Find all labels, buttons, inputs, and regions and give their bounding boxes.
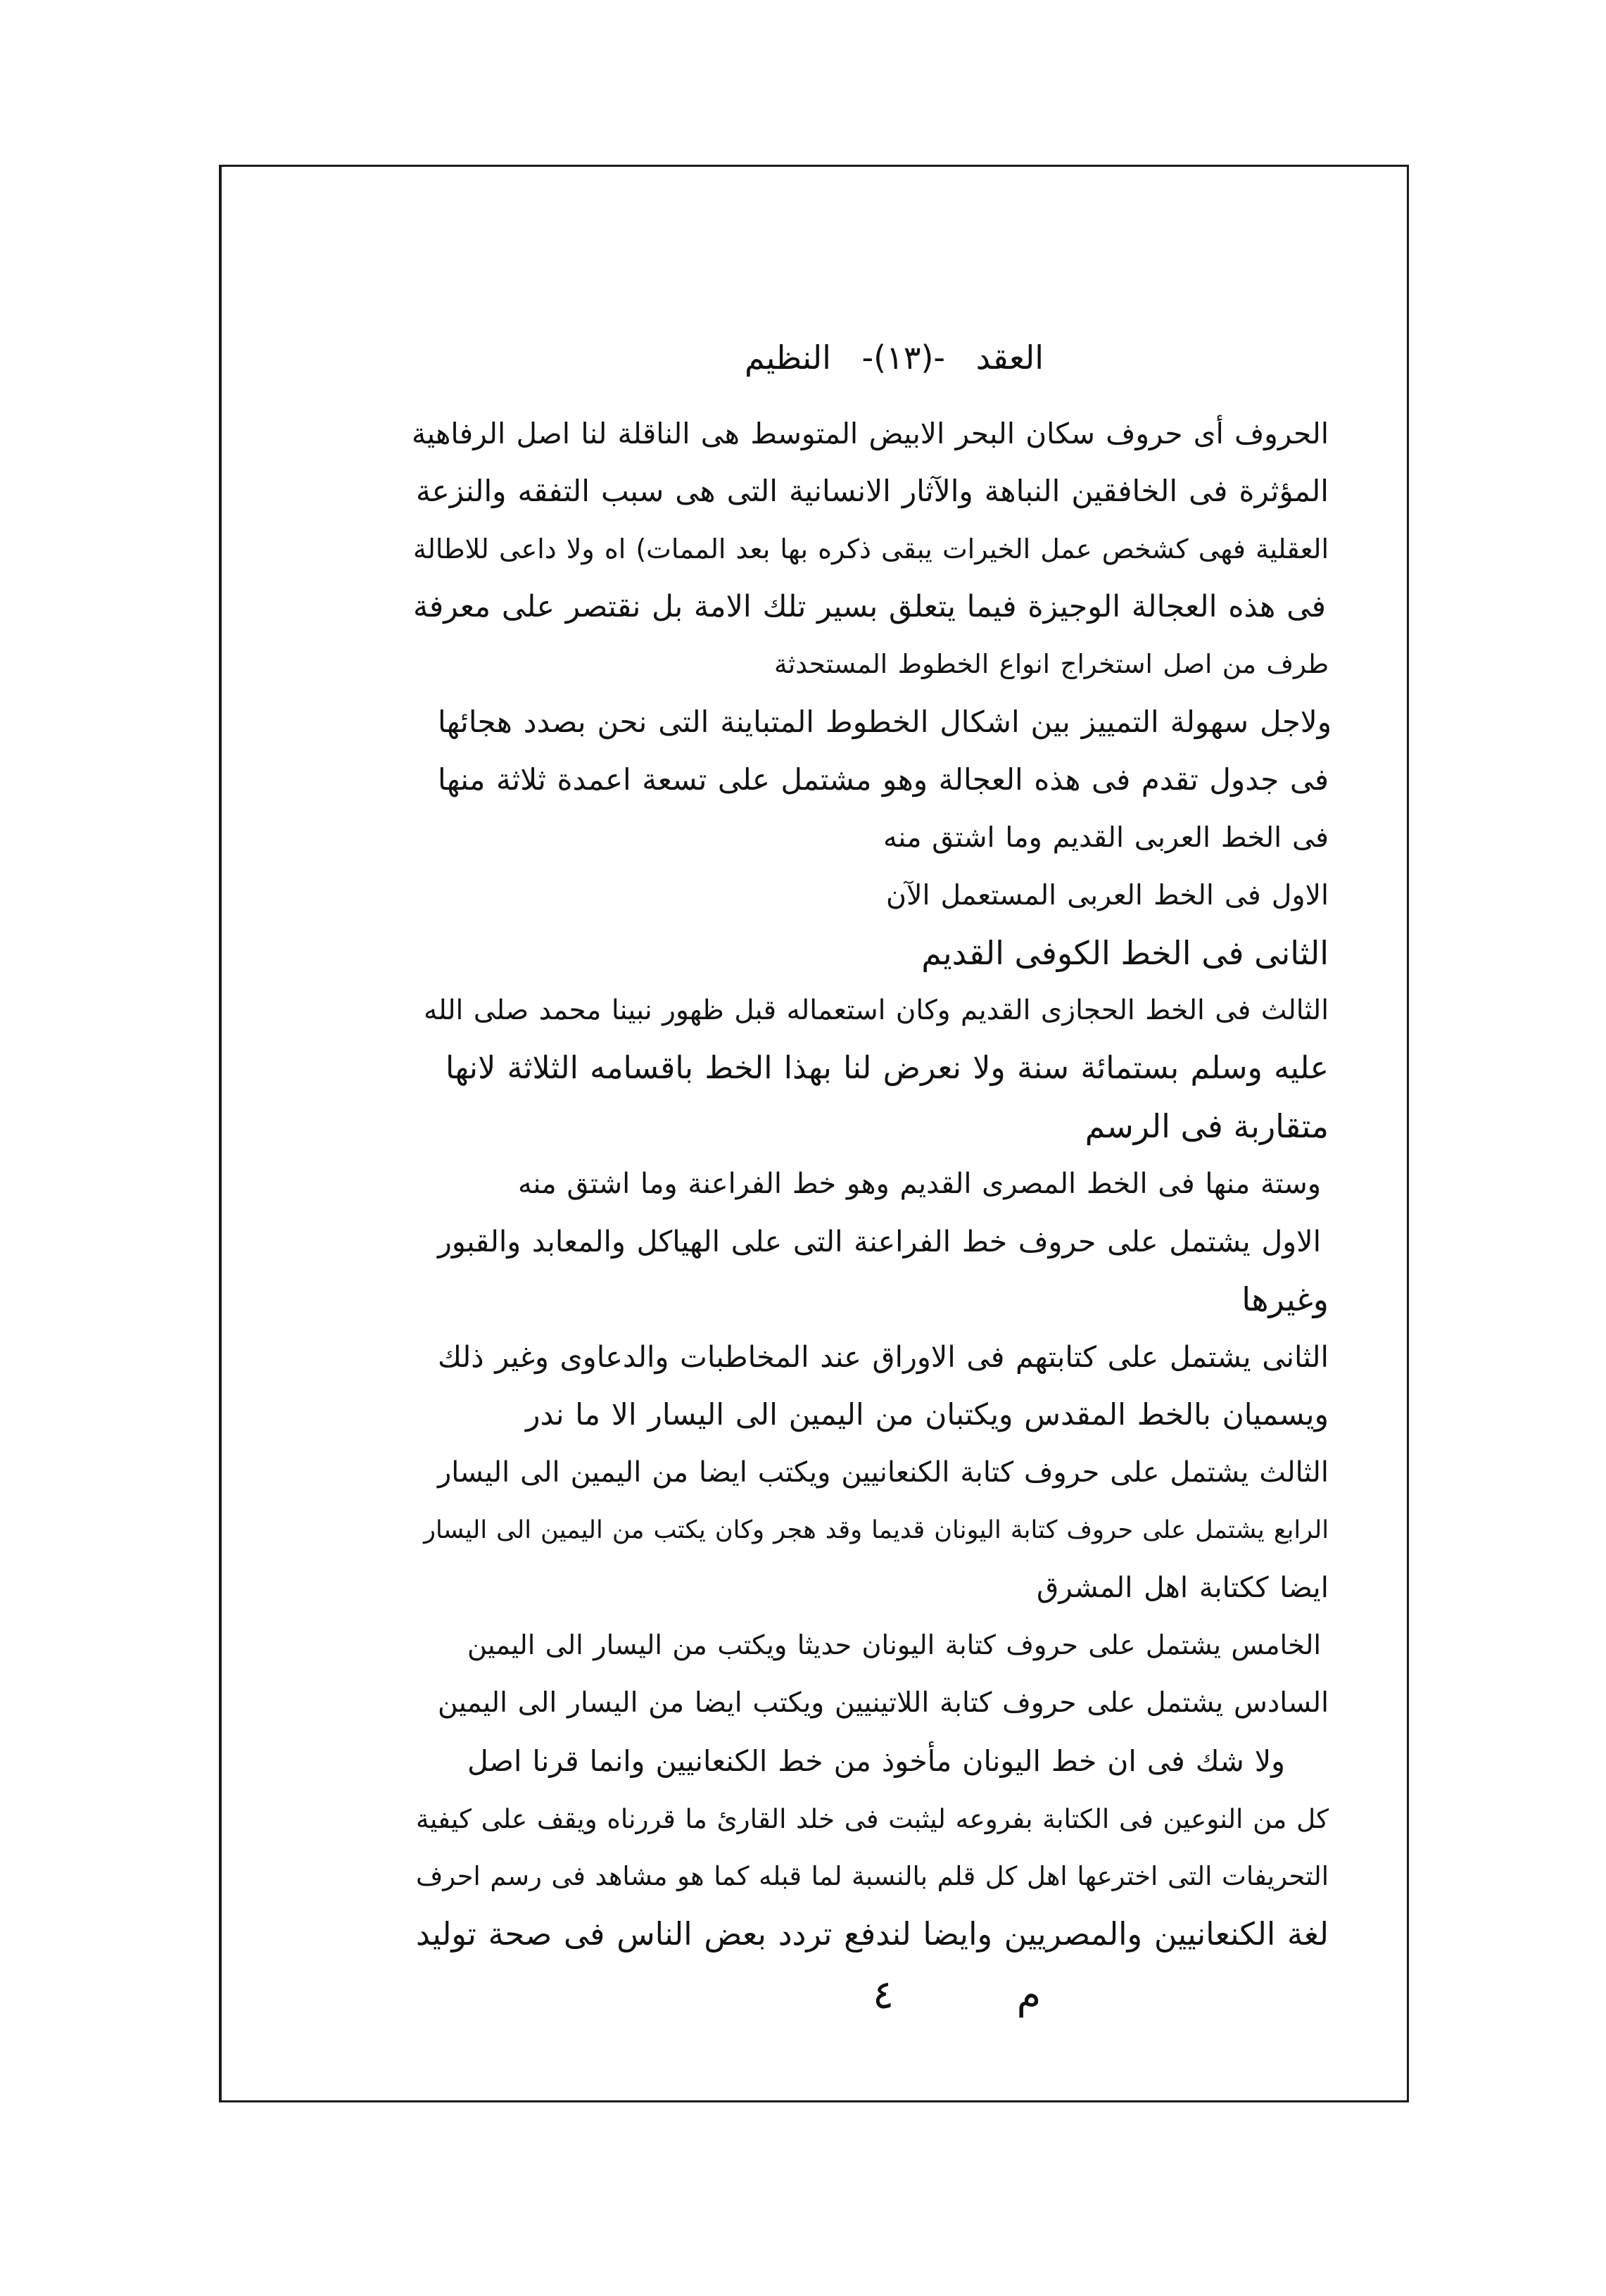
footer-mark: م: [1016, 1972, 1042, 2018]
text-line: وستة منها فى الخط المصرى القديم وهو خط الفراعنة وما اشتق منه: [518, 1168, 1321, 1200]
page-number: ٤: [872, 1972, 894, 2018]
text-line: المؤثرة فى الخافقين النباهة والآثار الانسانية التى هى سبب التفقه والنزعة: [416, 474, 1329, 508]
text-line: طرف من اصل استخراج انواع الخطوط المستحدثة: [774, 649, 1329, 679]
text-line: الرابع يشتمل على حروف كتابة اليونان قديما وقد هجر وكان يكتب من اليمين الى اليسار: [424, 1515, 1329, 1544]
text-line: وغيرها: [1241, 1280, 1329, 1318]
text-line: الثالث فى الخط الحجازى القديم وكان استعماله قبل ظهور نبينا محمد صلى الله: [424, 995, 1329, 1026]
text-line: الخامس يشتمل على حروف كتابة اليونان حديثا ويكتب من اليسار الى اليمين: [467, 1630, 1321, 1661]
text-line: كل من النوعين فى الكتابة بفروعه ليثبت فى خلد القارئ ما قررناه ويقف على كيفية: [416, 1803, 1329, 1834]
text-line: التحريفات التى اخترعها اهل كل قلم بالنسبة لما قبله كما هو مشاهد فى رسم احرف: [416, 1861, 1329, 1891]
text-line: لغة الكنعانيين والمصريين وايضا لندفع تردد بعض الناس فى صحة توليد: [416, 1916, 1329, 1953]
text-line: ايضا ككتابة اهل المشرق: [1037, 1571, 1329, 1604]
text-line: متقاربة فى الرسم: [1085, 1107, 1329, 1145]
page-header: العقد -(١٣)- النظيم: [745, 339, 1044, 377]
text-line: الثانى يشتمل على كتابتهم فى الاوراق عند المخاطبات والدعاوى وغير ذلك: [438, 1340, 1329, 1374]
text-line: الاول فى الخط العربى المستعمل الآن: [886, 879, 1329, 912]
text-line: ويسميان بالخط المقدس ويكتبان من اليمين الى اليسار الا ما ندر: [526, 1397, 1329, 1432]
text-line: السادس يشتمل على حروف كتابة اللاتينيين ويكتب ايضا من اليسار الى اليمين: [438, 1687, 1329, 1719]
text-line: فى الخط العربى القديم وما اشتق منه: [883, 821, 1329, 854]
text-line: العقلية فهى كشخص عمل الخيرات يبقى ذكره بها بعد الممات) اه ولا داعى للاطالة: [413, 534, 1329, 564]
text-line: الاول يشتمل على حروف خط الفراعنة التى على الهياكل والمعابد والقبور: [438, 1225, 1321, 1259]
text-line: الثالث يشتمل على حروف كتابة الكنعانيين ويكتب ايضا من اليمين الى اليسار: [438, 1456, 1329, 1489]
text-line: عليه وسلم بستمائة سنة ولا نعرض لنا بهذا الخط باقسامه الثلاثة لانها: [445, 1050, 1329, 1086]
text-line: الحروف أى حروف سكان البحر الابيض المتوسط هى الناقلة لنا اصل الرفاهية: [412, 417, 1329, 450]
text-line: فى هذه العجالة الوجيزة فيما يتعلق بسير تلك الامة بل نقتصر على معرفة: [413, 589, 1326, 624]
text-line: ولاجل سهولة التمييز بين اشكال الخطوط المتباينة التى نحن بصدد هجائها: [438, 705, 1332, 739]
text-line: الثانى فى الخط الكوفى القديم: [921, 934, 1329, 972]
text-line: فى جدول تقدم فى هذه العجالة وهو مشتمل على تسعة اعمدة ثلاثة منها: [438, 762, 1329, 797]
text-line: ولا شك فى ان خط اليونان مأخوذ من خط الكنعانيين وانما قرنا اصل: [467, 1744, 1285, 1778]
